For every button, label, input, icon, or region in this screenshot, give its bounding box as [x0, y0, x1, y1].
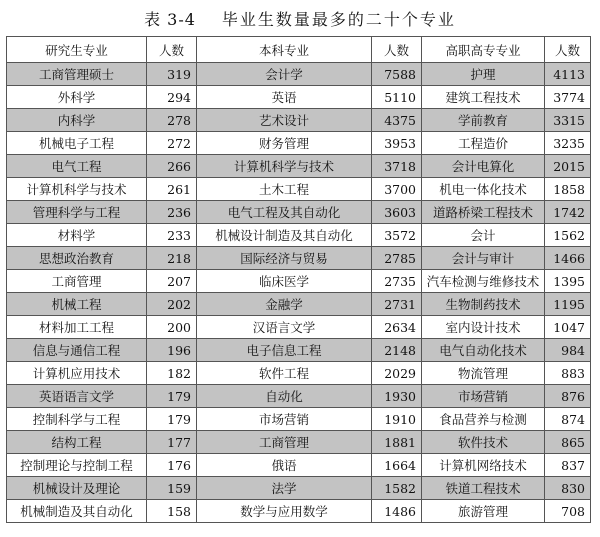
- cell-undergrad-major: 临床医学: [197, 270, 372, 293]
- table-row: [7, 132, 591, 155]
- cell-grad-major: 机械电子工程: [7, 132, 147, 155]
- cell-vocational-count: 2015: [545, 155, 591, 178]
- header-undergrad-major: 本科专业: [197, 37, 372, 63]
- cell-grad-count: 159: [147, 477, 197, 500]
- header-grad-major: 研究生专业: [7, 37, 147, 63]
- cell-undergrad-major: 艺术设计: [197, 109, 372, 132]
- cell-grad-count: 179: [147, 385, 197, 408]
- table-row: [7, 431, 591, 454]
- cell-vocational-count: 876: [545, 385, 591, 408]
- cell-undergrad-major: 国际经济与贸易: [197, 247, 372, 270]
- cell-undergrad-major: 会计学: [197, 63, 372, 86]
- cell-grad-count: 158: [147, 500, 197, 523]
- cell-undergrad-major: 机械设计制造及其自动化: [197, 224, 372, 247]
- cell-undergrad-major: 法学: [197, 477, 372, 500]
- cell-undergrad-count: 4375: [372, 109, 422, 132]
- cell-grad-count: 233: [147, 224, 197, 247]
- table-row: [7, 316, 591, 339]
- cell-vocational-count: 874: [545, 408, 591, 431]
- cell-grad-count: 261: [147, 178, 197, 201]
- table-title: 毕业生数量最多的二十个专业: [221, 9, 456, 29]
- cell-undergrad-count: 1910: [372, 408, 422, 431]
- cell-undergrad-count: 1486: [372, 500, 422, 523]
- cell-undergrad-major: 电气工程及其自动化: [197, 201, 372, 224]
- cell-undergrad-major: 金融学: [197, 293, 372, 316]
- cell-undergrad-count: 3718: [372, 155, 422, 178]
- cell-vocational-count: 1466: [545, 247, 591, 270]
- cell-grad-major: 结构工程: [7, 431, 147, 454]
- cell-vocational-major: 生物制药技术: [422, 293, 545, 316]
- cell-undergrad-count: 1930: [372, 385, 422, 408]
- cell-vocational-major: 会计与审计: [422, 247, 545, 270]
- cell-undergrad-major: 计算机科学与技术: [197, 155, 372, 178]
- cell-undergrad-major: 汉语言文学: [197, 316, 372, 339]
- cell-vocational-count: 1195: [545, 293, 591, 316]
- cell-undergrad-count: 2735: [372, 270, 422, 293]
- cell-vocational-count: 984: [545, 339, 591, 362]
- cell-undergrad-major: 财务管理: [197, 132, 372, 155]
- table-row: [7, 454, 591, 477]
- cell-grad-major: 信息与通信工程: [7, 339, 147, 362]
- cell-undergrad-major: 电子信息工程: [197, 339, 372, 362]
- cell-grad-major: 外科学: [7, 86, 147, 109]
- cell-vocational-major: 会计: [422, 224, 545, 247]
- cell-vocational-major: 建筑工程技术: [422, 86, 545, 109]
- cell-undergrad-count: 1582: [372, 477, 422, 500]
- cell-undergrad-major: 英语: [197, 86, 372, 109]
- cell-vocational-count: 830: [545, 477, 591, 500]
- cell-vocational-major: 铁道工程技术: [422, 477, 545, 500]
- cell-undergrad-count: 3700: [372, 178, 422, 201]
- table-row: [7, 178, 591, 201]
- table-row: [7, 385, 591, 408]
- cell-undergrad-count: 1881: [372, 431, 422, 454]
- cell-vocational-count: 1395: [545, 270, 591, 293]
- cell-grad-major: 内科学: [7, 109, 147, 132]
- cell-undergrad-count: 2148: [372, 339, 422, 362]
- cell-grad-major: 工商管理硕士: [7, 63, 147, 86]
- cell-vocational-count: 1858: [545, 178, 591, 201]
- cell-grad-count: 200: [147, 316, 197, 339]
- cell-grad-major: 控制理论与控制工程: [7, 454, 147, 477]
- cell-vocational-major: 护理: [422, 63, 545, 86]
- cell-undergrad-count: 1664: [372, 454, 422, 477]
- cell-undergrad-count: 2029: [372, 362, 422, 385]
- cell-undergrad-major: 土木工程: [197, 178, 372, 201]
- table-row: [7, 86, 591, 109]
- cell-grad-major: 机械工程: [7, 293, 147, 316]
- cell-undergrad-count: 2731: [372, 293, 422, 316]
- header-vocational-major: 高职高专专业: [422, 37, 545, 63]
- cell-vocational-major: 会计电算化: [422, 155, 545, 178]
- cell-vocational-major: 软件技术: [422, 431, 545, 454]
- cell-undergrad-major: 工商管理: [197, 431, 372, 454]
- cell-grad-count: 177: [147, 431, 197, 454]
- table-row: [7, 201, 591, 224]
- cell-grad-major: 材料学: [7, 224, 147, 247]
- cell-grad-major: 管理科学与工程: [7, 201, 147, 224]
- cell-vocational-count: 3315: [545, 109, 591, 132]
- cell-vocational-major: 道路桥梁工程技术: [422, 201, 545, 224]
- table-body: [7, 63, 591, 523]
- cell-grad-count: 266: [147, 155, 197, 178]
- table-row: [7, 500, 591, 523]
- header-undergrad-count: 人数: [372, 37, 422, 63]
- cell-vocational-count: 883: [545, 362, 591, 385]
- cell-undergrad-major: 数学与应用数学: [197, 500, 372, 523]
- table-row: [7, 293, 591, 316]
- cell-vocational-major: 电气自动化技术: [422, 339, 545, 362]
- cell-grad-count: 272: [147, 132, 197, 155]
- cell-undergrad-count: 2785: [372, 247, 422, 270]
- cell-grad-major: 英语语言文学: [7, 385, 147, 408]
- cell-vocational-major: 室内设计技术: [422, 316, 545, 339]
- table-row: [7, 270, 591, 293]
- cell-vocational-major: 旅游管理: [422, 500, 545, 523]
- cell-grad-count: 202: [147, 293, 197, 316]
- table-row: [7, 247, 591, 270]
- header-row: [7, 37, 591, 63]
- cell-grad-count: 278: [147, 109, 197, 132]
- table-row: [7, 63, 591, 86]
- cell-vocational-count: 3235: [545, 132, 591, 155]
- cell-grad-major: 电气工程: [7, 155, 147, 178]
- cell-undergrad-major: 软件工程: [197, 362, 372, 385]
- cell-undergrad-count: 3572: [372, 224, 422, 247]
- cell-grad-count: 196: [147, 339, 197, 362]
- cell-grad-count: 319: [147, 63, 197, 86]
- cell-vocational-count: 865: [545, 431, 591, 454]
- cell-grad-count: 236: [147, 201, 197, 224]
- cell-vocational-count: 1742: [545, 201, 591, 224]
- cell-grad-major: 思想政治教育: [7, 247, 147, 270]
- cell-grad-major: 机械设计及理论: [7, 477, 147, 500]
- cell-grad-major: 计算机应用技术: [7, 362, 147, 385]
- table-number: 表 3-4: [144, 9, 196, 29]
- table-row: [7, 109, 591, 132]
- table-row: [7, 408, 591, 431]
- cell-undergrad-count: 7588: [372, 63, 422, 86]
- cell-vocational-major: 汽车检测与维修技术: [422, 270, 545, 293]
- cell-vocational-major: 市场营销: [422, 385, 545, 408]
- cell-grad-count: 294: [147, 86, 197, 109]
- cell-undergrad-major: 自动化: [197, 385, 372, 408]
- cell-grad-major: 机械制造及其自动化: [7, 500, 147, 523]
- cell-vocational-major: 计算机网络技术: [422, 454, 545, 477]
- header-grad-count: 人数: [147, 37, 197, 63]
- cell-vocational-major: 学前教育: [422, 109, 545, 132]
- cell-vocational-major: 物流管理: [422, 362, 545, 385]
- cell-vocational-count: 837: [545, 454, 591, 477]
- cell-vocational-count: 4113: [545, 63, 591, 86]
- majors-table: [6, 36, 591, 523]
- cell-grad-major: 材料加工工程: [7, 316, 147, 339]
- cell-vocational-major: 食品营养与检测: [422, 408, 545, 431]
- cell-undergrad-major: 俄语: [197, 454, 372, 477]
- table-row: [7, 155, 591, 178]
- cell-vocational-count: 1562: [545, 224, 591, 247]
- cell-undergrad-count: 3953: [372, 132, 422, 155]
- cell-undergrad-count: 3603: [372, 201, 422, 224]
- table-row: [7, 477, 591, 500]
- header-vocational-count: 人数: [545, 37, 591, 63]
- table-row: [7, 362, 591, 385]
- cell-grad-count: 182: [147, 362, 197, 385]
- cell-vocational-count: 708: [545, 500, 591, 523]
- table-row: [7, 339, 591, 362]
- cell-grad-count: 207: [147, 270, 197, 293]
- cell-vocational-count: 1047: [545, 316, 591, 339]
- cell-undergrad-count: 2634: [372, 316, 422, 339]
- table-caption: [0, 6, 600, 30]
- cell-grad-major: 工商管理: [7, 270, 147, 293]
- cell-vocational-count: 3774: [545, 86, 591, 109]
- cell-grad-count: 176: [147, 454, 197, 477]
- cell-undergrad-major: 市场营销: [197, 408, 372, 431]
- cell-vocational-major: 工程造价: [422, 132, 545, 155]
- cell-grad-count: 218: [147, 247, 197, 270]
- cell-grad-major: 计算机科学与技术: [7, 178, 147, 201]
- cell-vocational-major: 机电一体化技术: [422, 178, 545, 201]
- cell-grad-major: 控制科学与工程: [7, 408, 147, 431]
- cell-undergrad-count: 5110: [372, 86, 422, 109]
- cell-grad-count: 179: [147, 408, 197, 431]
- table-row: [7, 224, 591, 247]
